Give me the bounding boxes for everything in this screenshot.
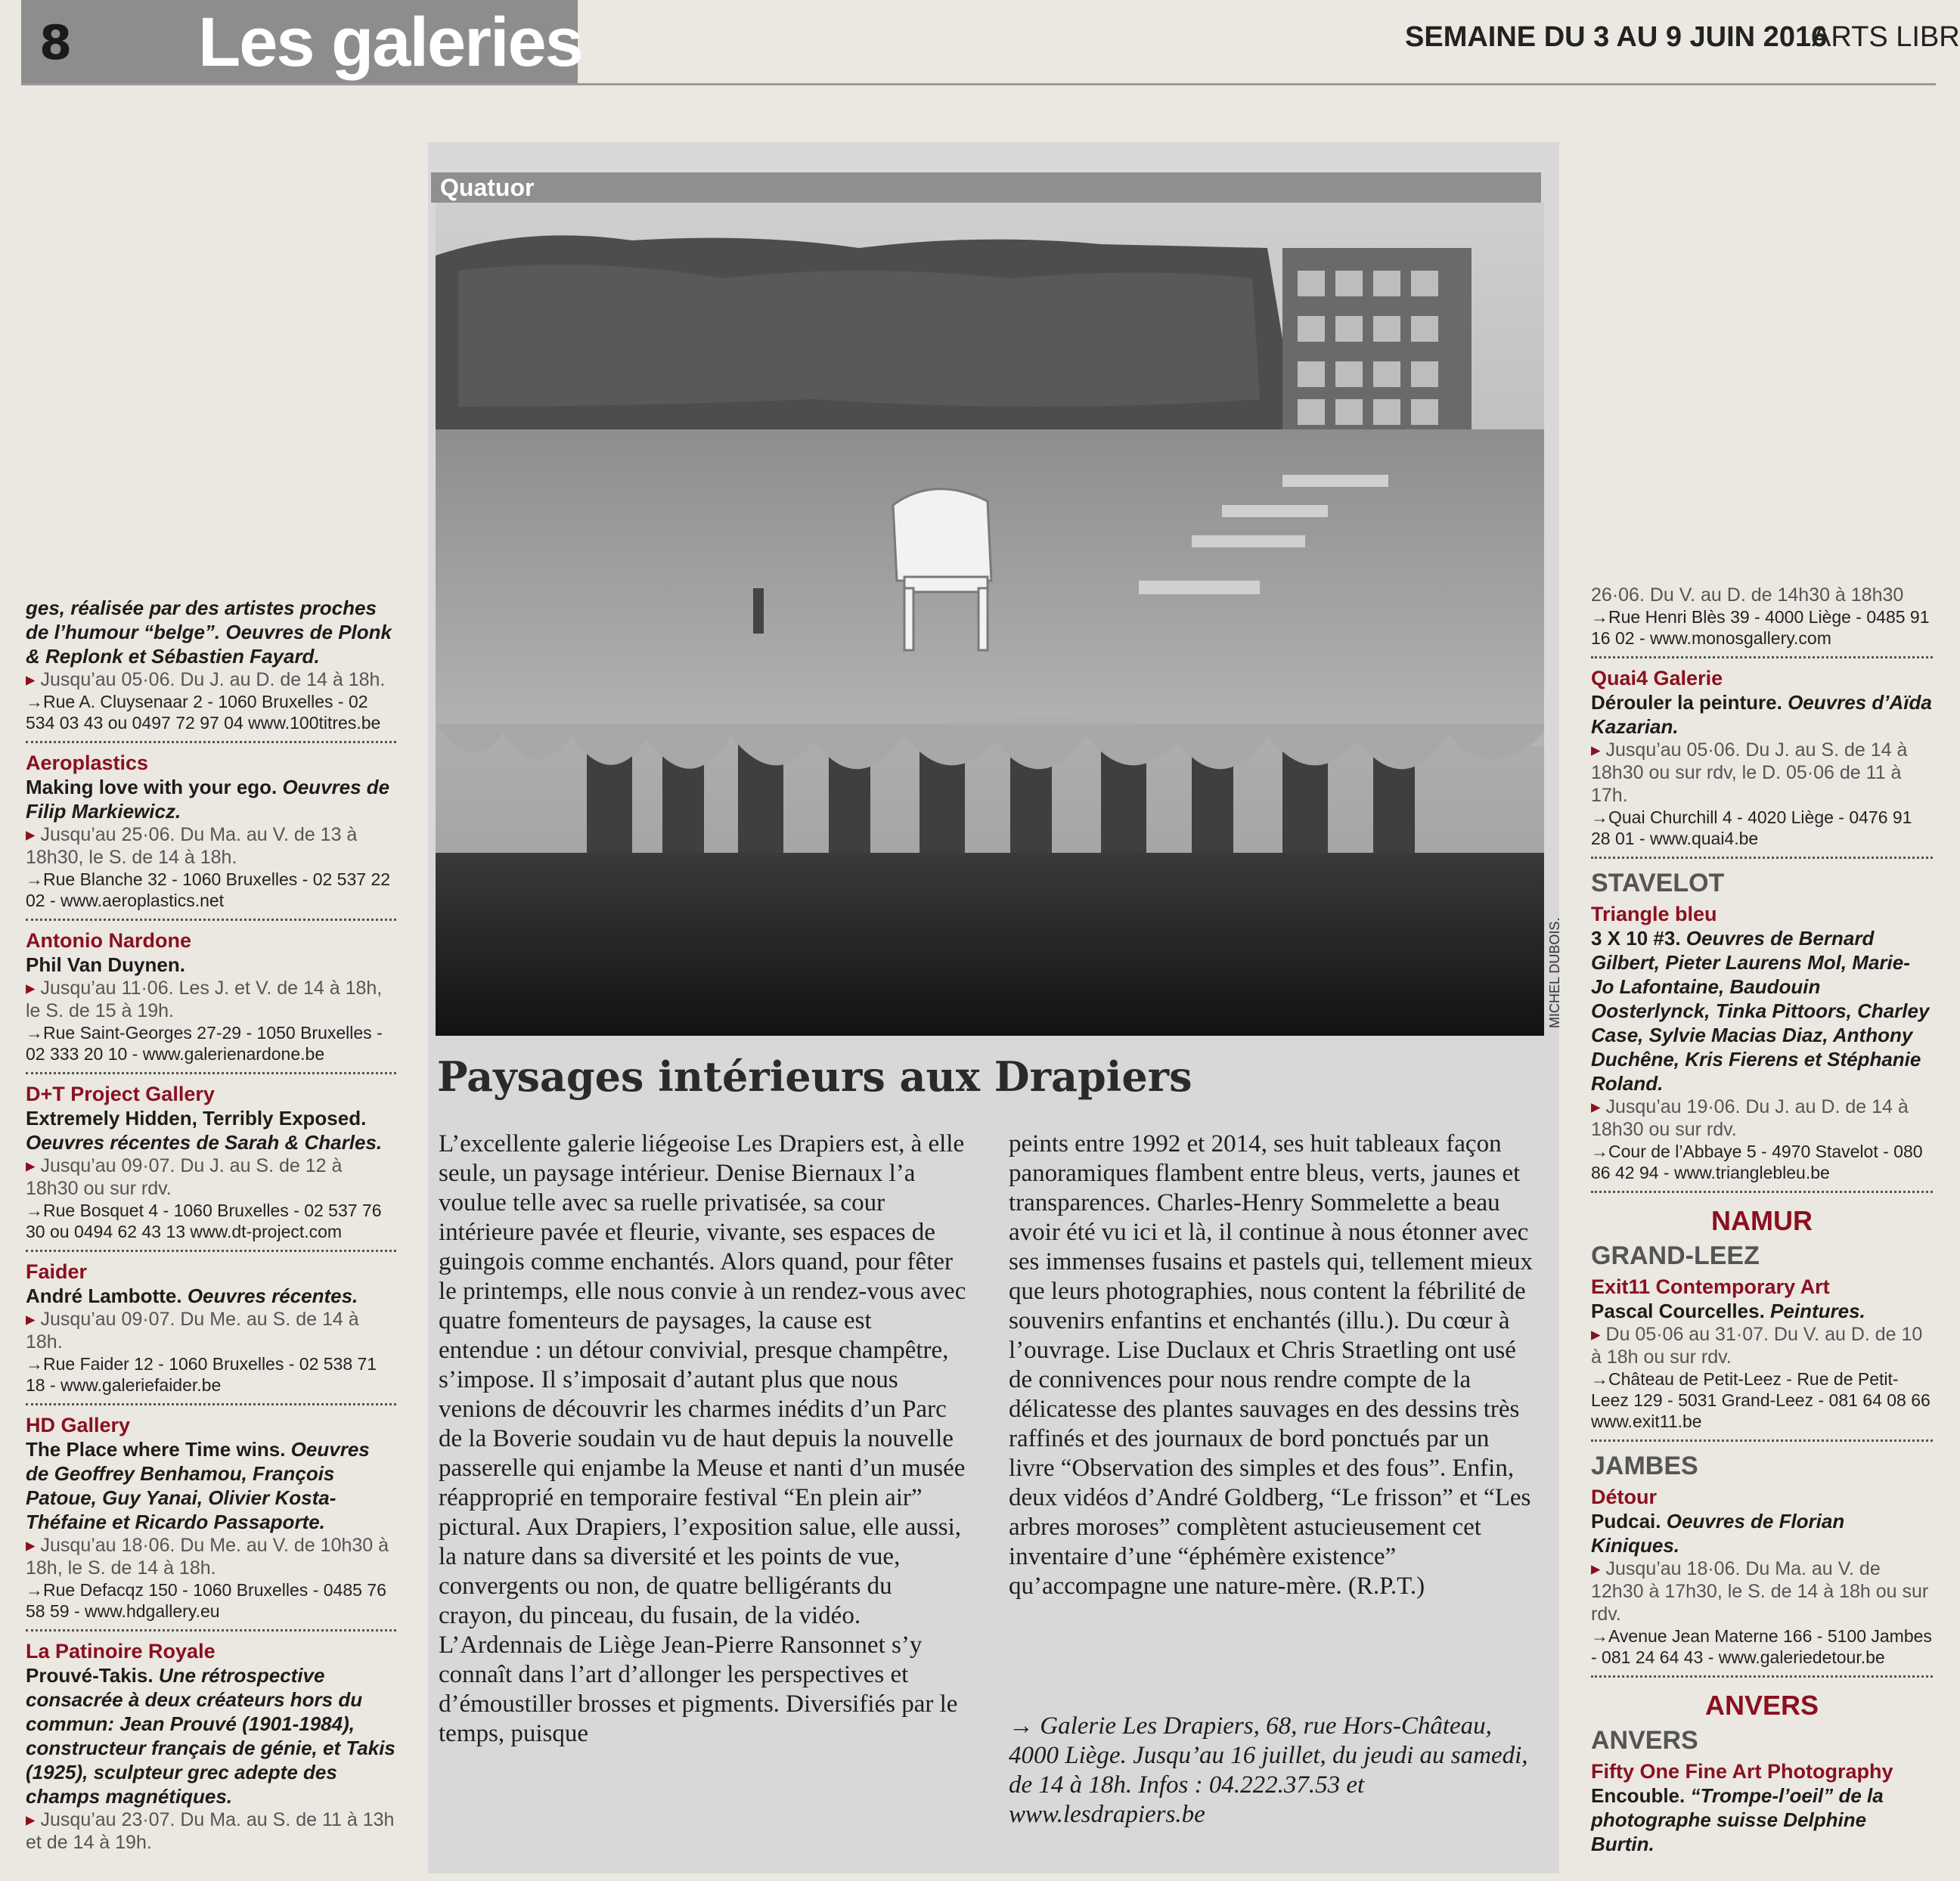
play-arrow-icon: ▸ xyxy=(1591,1096,1601,1117)
listing-address: Rue Henri Blès 39 - 4000 Liège - 0485 91 16 02 - www.monosgallery.com xyxy=(1591,607,1930,648)
gallery-name: Fifty One Fine Art Photography xyxy=(1591,1760,1893,1783)
arrow-right-icon: → xyxy=(26,1023,43,1043)
city-heading: JAMBES xyxy=(1591,1452,1698,1480)
right-listings-column xyxy=(1591,584,1933,1871)
photo-label: Quatuor xyxy=(440,174,535,201)
exhibition-artists: Une rétrospective consacrée à deux créateurs hors du commun: Jean Prouvé (1901-1984), constructeur français de génie, et Takis (1925), sculpteur grec adepte des champs magnétiques. xyxy=(26,1664,395,1808)
listing-detour xyxy=(1591,1485,1933,1678)
listing-dt-project xyxy=(26,1082,396,1252)
arrow-right-icon: → xyxy=(1591,607,1608,627)
exhibition-title: Prouvé-Takis. xyxy=(26,1664,154,1687)
play-arrow-icon: ▸ xyxy=(26,1309,36,1330)
listing-dates: Jusqu’au 05·06. Du J. au S. de 14 à 18h30 ou sur rdv, le D. 05·06 de 11 à 17h. xyxy=(1591,739,1908,806)
play-arrow-icon: ▸ xyxy=(26,824,36,845)
listing-address: Rue Defacqz 150 - 1060 Bruxelles - 0485 76 58 59 - www.hdgallery.eu xyxy=(26,1580,386,1621)
listing-antonio-nardone xyxy=(26,928,396,1074)
exhibition-artists: Oeuvres de Filip Markiewicz. xyxy=(26,776,390,823)
region-heading: ANVERS xyxy=(1704,1690,1819,1721)
play-arrow-icon: ▸ xyxy=(1591,739,1601,761)
photo-credit: MICHEL DUBOIS. xyxy=(1547,917,1562,1028)
exhibition-title: Phil Van Duynen. xyxy=(26,953,185,976)
arrow-right-icon: → xyxy=(26,1201,43,1220)
header-rule xyxy=(21,83,1936,85)
listing-address: Rue Saint-Georges 27-29 - 1050 Bruxelles - 02 333 20 10 - www.galerienardone.be xyxy=(26,1023,383,1064)
arrow-right-icon: → xyxy=(26,869,43,889)
arrow-right-icon: → xyxy=(1591,1369,1608,1389)
listing-dates: Du 05·06 au 31·07. Du V. au D. de 10 à 18h ou sur rdv. xyxy=(1591,1324,1923,1368)
exhibition-title: Encouble. xyxy=(1591,1784,1686,1807)
listing-dates: Jusqu’au 11·06. Les J. et V. de 14 à 18h, le S. de 15 à 19h. xyxy=(26,978,383,1021)
play-arrow-icon: ▸ xyxy=(26,669,36,690)
left-listings-column xyxy=(26,596,396,1869)
listing-fragment-right xyxy=(1591,584,1933,659)
listing-address: Quai Churchill 4 - 4020 Liège - 0476 91 28 01 - www.quai4.be xyxy=(1591,807,1912,848)
exhibition-title: Dérouler la peinture. xyxy=(1591,691,1782,714)
listing-dates: Jusqu’au 23·07. Du Ma. au S. de 11 à 13h et de 14 à 19h. xyxy=(26,1809,395,1853)
page-number: 8 xyxy=(39,15,73,70)
arrow-right-icon: → xyxy=(1591,1142,1608,1161)
city-heading: ANVERS xyxy=(1591,1726,1698,1755)
exhibition-artists: Oeuvres récentes. xyxy=(187,1284,358,1307)
listing-address: Rue Blanche 32 - 1060 Bruxelles - 02 537 22 02 - www.aeroplastics.net xyxy=(26,869,391,910)
play-arrow-icon: ▸ xyxy=(1591,1558,1601,1579)
gallery-name: Détour xyxy=(1591,1486,1657,1508)
city-heading: STAVELOT xyxy=(1591,869,1725,897)
listing-dates: Jusqu’au 09·07. Du Me. au S. de 14 à 18h. xyxy=(26,1309,359,1353)
gallery-name: Exit11 Contemporary Art xyxy=(1591,1275,1830,1298)
listing-show: ges, réalisée par des artistes proches de l’humour “belge”. Oeuvres de Plonk & Replonk et Sébastien Fayard. xyxy=(26,597,392,668)
issue-date: SEMAINE DU 3 AU 9 JUIN 2016 xyxy=(1405,21,1828,53)
exhibition-title: Making love with your ego. xyxy=(26,776,278,798)
listing-address: Rue Faider 12 - 1060 Bruxelles - 02 538 71 18 - www.galeriefaider.be xyxy=(26,1354,377,1395)
exhibition-artists: Oeuvres de Florian Kiniques. xyxy=(1591,1510,1845,1557)
exhibition-artists: Oeuvres récentes de Sarah & Charles. xyxy=(26,1131,383,1154)
listing-patinoire-royale xyxy=(26,1639,396,1861)
artwork-photo xyxy=(436,203,1544,1036)
arrow-right-icon: → xyxy=(26,1354,43,1374)
exhibition-artists: Oeuvres de Bernard Gilbert, Pieter Laurens Mol, Marie-Jo Lafontaine, Baudouin Oosterlynck, Tinka Pittoors, Charley Case, Sylvie Macias Diaz, Anthony Duchêne, Kris Fierens et Stéphanie Roland. xyxy=(1591,927,1930,1095)
exhibition-title: André Lambotte. xyxy=(26,1284,182,1307)
exhibition-artists: Oeuvres d’Aïda Kazarian. xyxy=(1591,691,1932,738)
listing-fifty-one xyxy=(1591,1759,1933,1864)
region-heading: NAMUR xyxy=(1711,1205,1813,1236)
gallery-name: Quai4 Galerie xyxy=(1591,667,1723,689)
listing-fragment xyxy=(26,596,396,743)
article-title: Paysages intérieurs aux Drapiers xyxy=(437,1052,1192,1101)
gallery-name: Faider xyxy=(26,1260,88,1283)
play-arrow-icon: ▸ xyxy=(1591,1324,1601,1345)
exhibition-title: Pudcai. xyxy=(1591,1510,1661,1532)
article-body-column-1: L’excellente galerie liégeoise Les Drapiers est, à elle seule, un paysage intérieur. Denise Biernaux l’a voulue telle avec sa ruelle privatisée, sa cour intérieure pavée et fleurie, vivante, ses espaces de guingois comme enchantés. Alors quand, pour fêter le printemps, elle nous convie à un rendez-vous avec quatre fomenteurs de paysages, la cause est entendue : un détour convivial, presque champêtre, s’impose. Il s’imposait d’autant plus que nous venions de découvrir les charmes inédits d’un Parc de la Boverie soudain vu de haut depuis la nouvelle passerelle qui enjambe la Meuse et nanti d’un musée réapproprié en temporaire festival “En plein air” pictural. Aux Drapiers, l’exposition salue, elle aussi, la nature dans sa diversité et les points de vue, convergents ou non, de quatre belligérants du crayon, du pinceau, du fusain, de la vidéo. L’Ardennais de Liège Jean-Pierre Ransonnet s’y connaît dans l’art d’allonger les perspectives et d’émoustiller brosses et pigments. Diversifiés par le temps, puisque xyxy=(439,1130,966,1747)
listing-triangle-bleu xyxy=(1591,902,1933,1193)
publication-name: ARTS LIBR xyxy=(1812,21,1960,53)
exhibition-title: The Place where Time wins. xyxy=(26,1438,286,1461)
play-arrow-icon: ▸ xyxy=(26,1809,36,1830)
exhibition-artists: Oeuvres de Geoffrey Benhamou, François Patoue, Guy Yanai, Olivier Kosta-Théfaine et Ricardo Passaporte. xyxy=(26,1438,370,1533)
listing-aeroplastics xyxy=(26,751,396,921)
listing-dates: Jusqu’au 18·06. Du Ma. au V. de 12h30 à 17h30, le S. de 14 à 18h ou sur rdv. xyxy=(1591,1558,1929,1625)
listing-hd-gallery xyxy=(26,1413,396,1632)
listing-address: Avenue Jean Materne 166 - 5100 Jambes - 081 24 64 43 - www.galeriedetour.be xyxy=(1591,1626,1932,1667)
section-title: Les galeries xyxy=(198,4,582,81)
listing-address: Château de Petit-Leez - Rue de Petit-Leez 129 - 5031 Grand-Leez - 081 64 08 66 www.exit11.be xyxy=(1591,1369,1931,1431)
gallery-name: HD Gallery xyxy=(26,1414,131,1436)
listing-dates: Jusqu’au 25·06. Du Ma. au V. de 13 à 18h30, le S. de 14 à 18h. xyxy=(26,824,358,868)
city-heading: GRAND-LEEZ xyxy=(1591,1241,1760,1270)
arrow-right-icon: → xyxy=(1591,807,1608,827)
listing-dates: Jusqu’au 05·06. Du J. au D. de 14 à 18h. xyxy=(40,669,386,690)
listing-quai4 xyxy=(1591,666,1933,859)
arrow-right-icon: → xyxy=(1591,1626,1608,1646)
listing-faider xyxy=(26,1260,396,1405)
exhibition-title: Pascal Courcelles. xyxy=(1591,1300,1765,1322)
article-info: → Galerie Les Drapiers, 68, rue Hors-Château, 4000 Liège. Jusqu’au 16 juillet, du jeudi au samedi, de 14 à 18h. Infos : 04.222.37.53 et www.lesdrapiers.be xyxy=(1009,1712,1528,1828)
gallery-name: Aeroplastics xyxy=(26,751,149,774)
article-body-column-2: peints entre 1992 et 2014, ses huit tableaux façon panoramiques flambent entre bleus, verts, jaunes et transparences. Charles-Henry Sommelette a beau avoir été vu ici et là, il continue à nous étonner avec ses immenses fusains et pastels qui, tellement mieux que leurs photographies, nous content la fébrilité de souvenirs enfantins et enchantés (illu.). Du cœur à l’ouvrage. Lise Duclaux et Chris Straetling ont usé de connivences pour nous rendre compte de la délicatesse des plantes sauvages en des dessins très raffinés et des journaux de bord ponctués par un livre “Observation des simples et des fous”. Enfin, deux vidéos d’André Goldberg, “Le frisson” et “Les arbres moroses” complètent astucieusement cet inventaire d’une “éphémère existence” qu’accompagne une nature-mère. (R.P.T.) xyxy=(1009,1130,1533,1600)
gallery-name: Triangle bleu xyxy=(1591,903,1717,925)
gallery-name: La Patinoire Royale xyxy=(26,1640,216,1663)
listing-address: Rue A. Cluysenaar 2 - 1060 Bruxelles - 02 534 03 43 ou 0497 72 97 04 www.100titres.be xyxy=(26,692,381,733)
listing-dates: 26·06. Du V. au D. de 14h30 à 18h30 xyxy=(1591,584,1904,606)
play-arrow-icon: ▸ xyxy=(26,1535,36,1556)
listing-address: Rue Bosquet 4 - 1060 Bruxelles - 02 537 76 30 ou 0494 62 43 13 www.dt-project.com xyxy=(26,1201,382,1241)
exhibition-artists: “Trompe-l’oeil” de la photographe suisse Delphine Burtin. xyxy=(1591,1784,1884,1855)
gallery-name: Antonio Nardone xyxy=(26,929,191,952)
gallery-name: D+T Project Gallery xyxy=(26,1083,215,1105)
arrow-right-icon: → xyxy=(26,1580,43,1600)
listing-dates: Jusqu’au 09·07. Du J. au S. de 12 à 18h30 ou sur rdv. xyxy=(26,1155,343,1199)
exhibition-title: Extremely Hidden, Terribly Exposed. xyxy=(26,1107,367,1130)
play-arrow-icon: ▸ xyxy=(26,1155,36,1176)
listing-dates: Jusqu’au 18·06. Du Me. au V. de 10h30 à 18h, le S. de 14 à 18h. xyxy=(26,1535,389,1579)
listing-address: Cour de l’Abbaye 5 - 4970 Stavelot - 080 86 42 94 - www.trianglebleu.be xyxy=(1591,1142,1923,1182)
photo-caption-bar xyxy=(431,172,1541,203)
listing-dates: Jusqu’au 19·06. Du J. au D. de 14 à 18h30 ou sur rdv. xyxy=(1591,1096,1909,1140)
arrow-right-icon: → xyxy=(26,692,43,711)
play-arrow-icon: ▸ xyxy=(26,978,36,999)
exhibition-artists: Peintures. xyxy=(1770,1300,1865,1322)
listing-exit11 xyxy=(1591,1275,1933,1442)
exhibition-title: 3 X 10 #3. xyxy=(1591,927,1681,950)
